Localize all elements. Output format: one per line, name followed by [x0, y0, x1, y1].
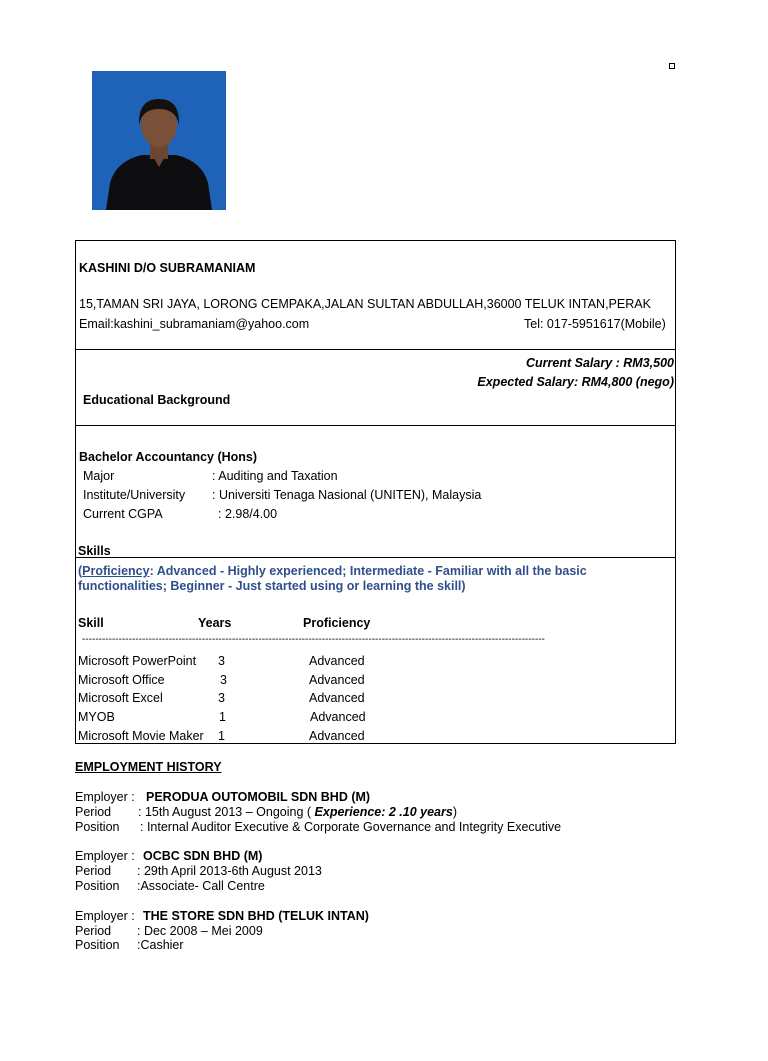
- proficiency-word: Proficiency: [82, 564, 150, 578]
- dash-separator: -------------------------------------------------------------------------------------------------------------------------------------------: [82, 634, 545, 645]
- skill-years: 3: [218, 654, 225, 668]
- experience-text: Experience: 2 .10 years: [314, 805, 453, 819]
- skill-name: Microsoft PowerPoint: [78, 654, 197, 668]
- skills-heading: Skills: [78, 544, 111, 558]
- skill-name: Microsoft Office: [78, 673, 165, 687]
- employer-label: Employer :: [75, 909, 135, 923]
- position-value: : Internal Auditor Executive & Corporate Governance and Integrity Executive: [140, 820, 562, 834]
- period-label: Period: [75, 924, 112, 938]
- column-skill: Skill: [78, 616, 104, 630]
- education-label: Major: [83, 469, 115, 483]
- period-value: : Dec 2008 – Mei 2009: [137, 924, 263, 938]
- employer-label: Employer :: [75, 790, 135, 804]
- employer-name: THE STORE SDN BHD (TELUK INTAN): [143, 909, 369, 923]
- position-label: Position: [75, 879, 120, 893]
- telephone: Tel: 017-5951617(Mobile): [524, 317, 666, 331]
- period-value: [138, 805, 457, 819]
- expected-salary: Expected Salary: RM4,800 (nego): [477, 375, 674, 389]
- skill-name: Microsoft Excel: [78, 691, 163, 705]
- proficiency-note-line1: (Proficiency: Advanced - Highly experienced; Intermediate - Familiar with all the basic: [78, 564, 587, 578]
- education-value: : Universiti Tenaga Nasional (UNITEN), Malaysia: [212, 488, 482, 502]
- divider: [75, 349, 676, 350]
- period-value: : 29th April 2013-6th August 2013: [137, 864, 322, 878]
- corner-marker: [669, 63, 675, 69]
- email: Email:kashini_subramaniam@yahoo.com: [79, 317, 310, 331]
- skill-level: Advanced: [310, 710, 366, 724]
- column-proficiency: Proficiency: [303, 616, 371, 630]
- skill-years: 1: [218, 729, 225, 743]
- address: 15,TAMAN SRI JAYA, LORONG CEMPAKA,JALAN SULTAN ABDULLAH,36000 TELUK INTAN,PERAK: [79, 297, 651, 311]
- education-value: : 2.98/4.00: [218, 507, 278, 521]
- current-salary: Current Salary : RM3,500: [526, 356, 674, 370]
- proficiency-note-rest: : Advanced - Highly experienced; Intermediate - Familiar with all the basic: [149, 564, 587, 578]
- education-value: : Auditing and Taxation: [212, 469, 338, 483]
- period-label: Period: [75, 805, 112, 819]
- skill-years: 3: [218, 691, 225, 705]
- skill-years: 1: [219, 710, 226, 724]
- position-value: :Associate- Call Centre: [137, 879, 265, 893]
- period-text: : 15th August 2013 – Ongoing (: [138, 805, 312, 819]
- divider: [75, 557, 676, 558]
- profile-photo: [92, 71, 226, 210]
- divider: [75, 425, 676, 426]
- position-label: Position: [75, 820, 120, 834]
- candidate-name: KASHINI D/O SUBRAMANIAM: [79, 261, 256, 275]
- skill-name: Microsoft Movie Maker: [78, 729, 204, 743]
- employer-name: OCBC SDN BHD (M): [143, 849, 263, 863]
- period-label: Period: [75, 864, 112, 878]
- employer-label: Employer :: [75, 849, 135, 863]
- education-label: Institute/University: [83, 488, 186, 502]
- position-label: Position: [75, 938, 120, 952]
- column-years: Years: [198, 616, 232, 630]
- skill-name: MYOB: [78, 710, 115, 724]
- period-close: ): [452, 805, 457, 819]
- skill-level: Advanced: [309, 654, 365, 668]
- skill-level: Advanced: [309, 729, 365, 743]
- education-heading: Educational Background: [83, 393, 231, 407]
- skill-years: 3: [220, 673, 227, 687]
- employer-name: PERODUA OUTOMOBIL SDN BHD (M): [146, 790, 371, 804]
- person-silhouette-icon: [92, 71, 226, 210]
- skill-level: Advanced: [309, 673, 365, 687]
- degree-title: Bachelor Accountancy (Hons): [79, 450, 258, 464]
- education-label: Current CGPA: [83, 507, 163, 521]
- skill-level: Advanced: [309, 691, 365, 705]
- proficiency-note-line2: functionalities; Beginner - Just started using or learning the skill): [78, 579, 466, 593]
- position-value: :Cashier: [137, 938, 184, 952]
- employment-heading: EMPLOYMENT HISTORY: [75, 760, 222, 774]
